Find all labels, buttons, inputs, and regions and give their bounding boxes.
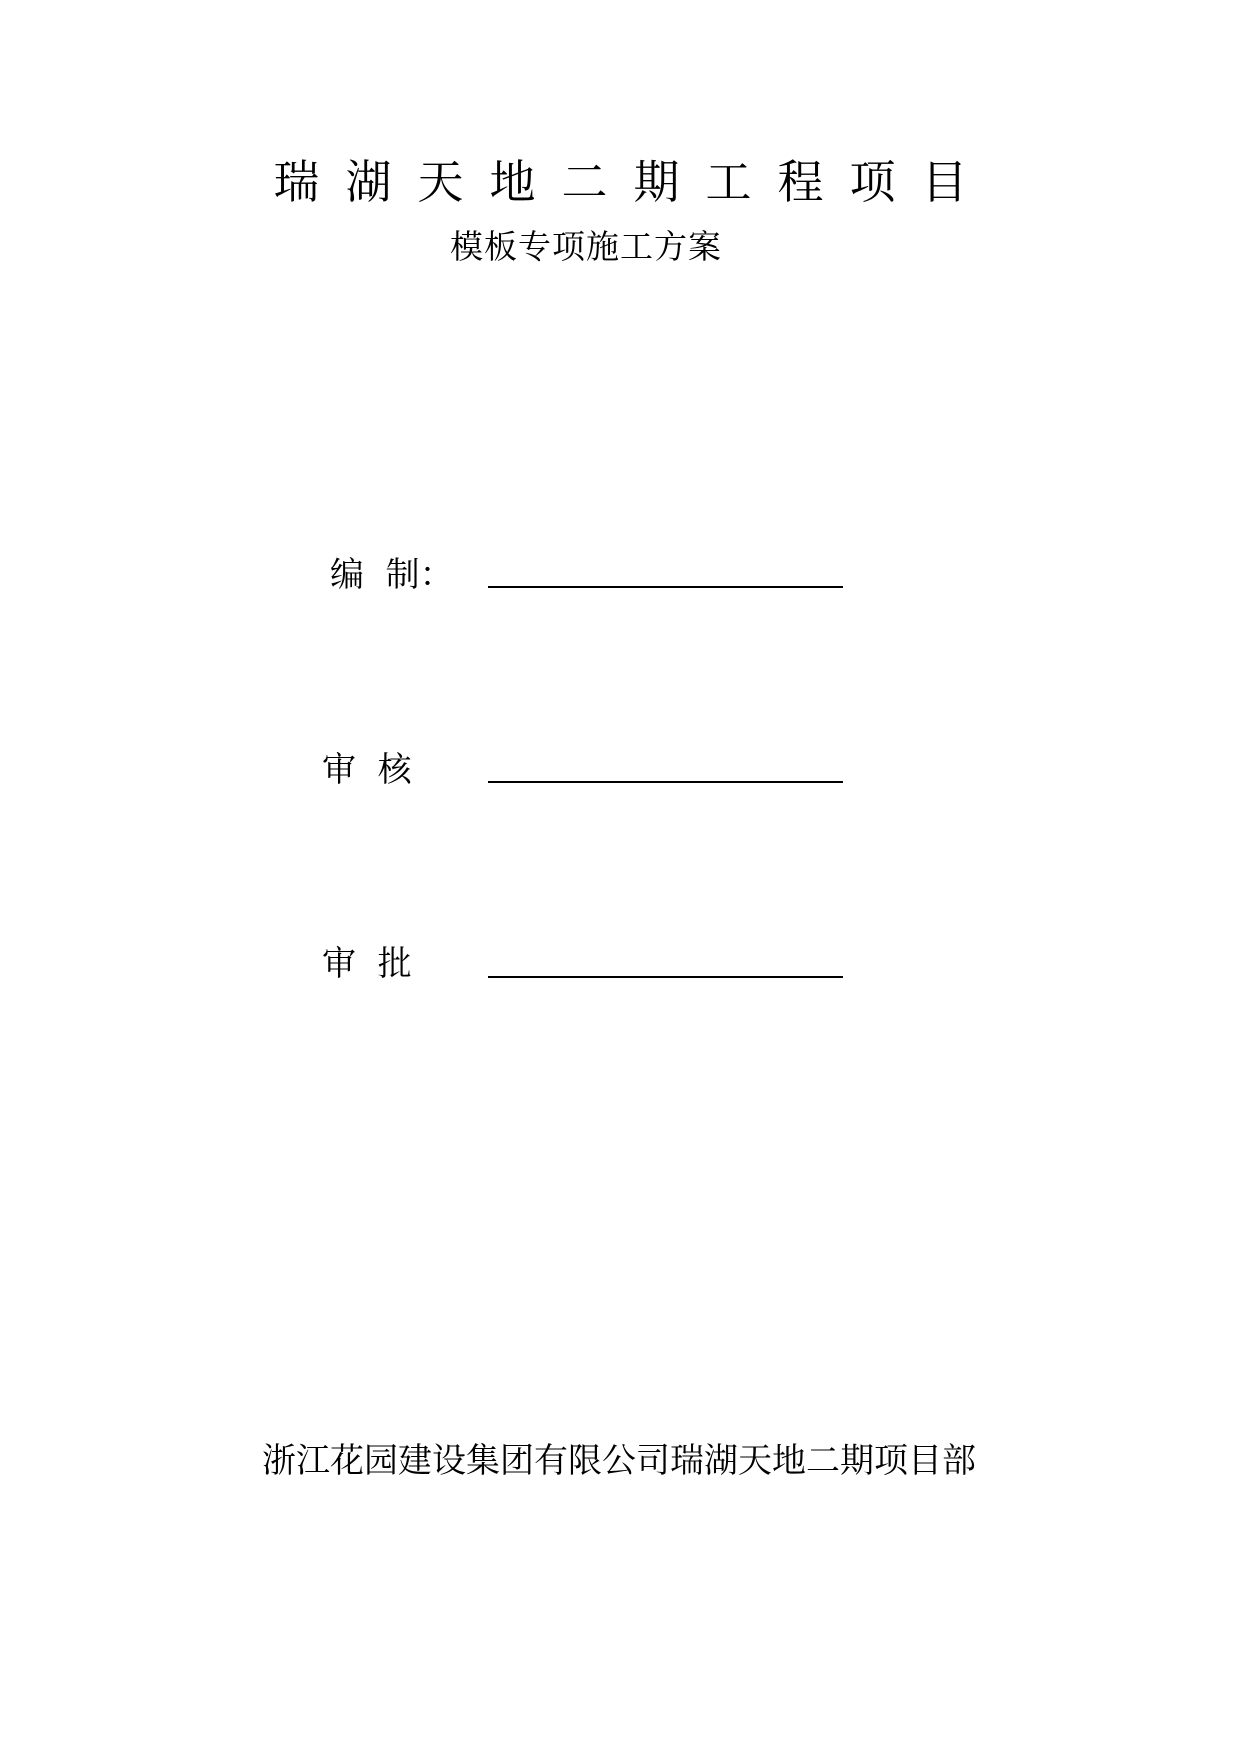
review-signature-row xyxy=(0,747,1241,797)
compile-label: 编 制： xyxy=(330,555,454,595)
document-subtitle: 模板专项施工方案 xyxy=(450,227,722,266)
organization-footer: 浙江花园建设集团有限公司瑞湖天地二期项目部 xyxy=(262,1441,976,1481)
document-title: 瑞湖天地二期工程项目 xyxy=(273,155,994,209)
approve-signature-row xyxy=(0,941,1241,991)
compile-signature-row xyxy=(0,552,1241,602)
approve-signature-line xyxy=(488,976,843,978)
approve-label: 审 批 xyxy=(322,944,412,984)
review-signature-line xyxy=(488,781,843,783)
compile-signature-line xyxy=(488,586,843,588)
review-label: 审 核 xyxy=(322,750,412,790)
